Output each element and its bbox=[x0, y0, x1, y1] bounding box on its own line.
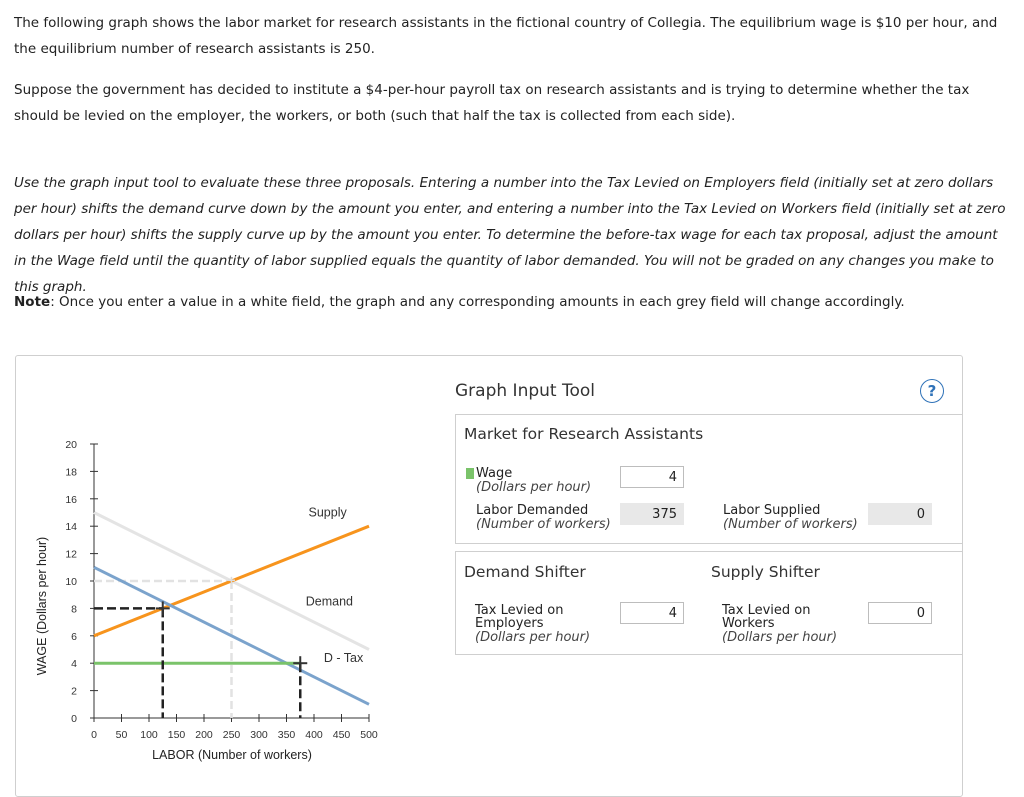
intro-paragraph-1: The following graph shows the labor market for research assistants in the fictional country of Collegia. The equilibrium wage is $10 per hour, and the equilibrium number of research assistants is 250. bbox=[14, 15, 998, 57]
labor-demanded-sub-label: (Number of workers) bbox=[476, 517, 611, 532]
y-tick-label: 10 bbox=[65, 576, 77, 588]
demand-shifter-title: Demand Shifter bbox=[464, 563, 586, 581]
market-title: Market for Research Assistants bbox=[464, 425, 704, 443]
supply-shifter-title: Supply Shifter bbox=[711, 563, 820, 581]
y-tick-label: 16 bbox=[65, 493, 77, 506]
supply-curve-label: Supply bbox=[308, 505, 347, 520]
tax-employers-label-2: Employers bbox=[475, 616, 544, 631]
intro-paragraph-2: Suppose the government has decided to institute a $4-per-hour payroll tax on research assistants and is trying to determine whether the tax should be levied on the employer, the workers, or both (such that half the tax is collected from each side). bbox=[14, 82, 970, 124]
x-tick-label: 300 bbox=[250, 729, 268, 741]
y-tick-label: 14 bbox=[65, 521, 77, 534]
x-tick-label: 500 bbox=[360, 729, 378, 741]
tax-workers-label-2: Workers bbox=[722, 616, 775, 631]
instructions-paragraph: Use the graph input tool to evaluate these three proposals. Entering a number into the Tax Levied on Employers field (initially set at zero dollars per hour) shifts the demand curve down by the amount you enter, and entering a number into the Tax Levied on Workers field (initially set at zero dollars per hour) shifts the supply curve up by the amount you enter. To determine the before-tax wage for each tax proposal, adjust the amount in the Wage field until the quantity of labor supplied equals the quantity of labor demanded. You will not be graded on any changes you make to this graph. bbox=[14, 175, 1006, 295]
tax-employers-input[interactable]: 4 bbox=[620, 602, 684, 624]
x-tick-label: 350 bbox=[277, 729, 296, 741]
y-tick-label: 0 bbox=[71, 713, 77, 725]
x-tick-label: 0 bbox=[91, 729, 97, 741]
d-tax-curve-label: D - Tax bbox=[323, 650, 364, 665]
y-tick-label: 2 bbox=[71, 685, 77, 698]
x-axis-label: LABOR (Number of workers) bbox=[152, 748, 312, 762]
tool-title: Graph Input Tool bbox=[455, 381, 595, 401]
x-tick-label: 250 bbox=[222, 729, 241, 741]
help-icon[interactable]: ? bbox=[920, 379, 944, 403]
tax-employers-sub-label: (Dollars per hour) bbox=[475, 630, 591, 645]
y-tick-label: 20 bbox=[65, 439, 77, 451]
graph-panel bbox=[15, 355, 963, 797]
labor-supplied-label: Labor Supplied bbox=[723, 503, 821, 518]
y-tick-label: 6 bbox=[71, 630, 77, 643]
wage-sub-label: (Dollars per hour) bbox=[476, 480, 592, 495]
note-text: : Once you enter a value in a white field, the graph and any corresponding amounts in each grey field will change accordingly. bbox=[50, 294, 905, 310]
tax-workers-label: Tax Levied on bbox=[722, 603, 811, 618]
original-equilibrium-marker: + bbox=[227, 572, 236, 588]
note-paragraph bbox=[14, 289, 1014, 315]
x-tick-label: 200 bbox=[195, 729, 213, 741]
demand-curve-label: Demand bbox=[305, 594, 353, 609]
y-tick-label: 12 bbox=[65, 548, 77, 561]
x-tick-label: 150 bbox=[167, 729, 186, 741]
x-tick-label: 50 bbox=[115, 729, 128, 741]
wage-input[interactable]: 4 bbox=[620, 466, 684, 488]
y-tick-label: 18 bbox=[65, 466, 77, 479]
tax-workers-input[interactable]: 0 bbox=[868, 602, 932, 624]
x-tick-label: 100 bbox=[140, 729, 158, 741]
y-tick-label: 4 bbox=[71, 658, 77, 671]
tax-employers-label: Tax Levied on bbox=[475, 603, 564, 618]
wage-legend-swatch bbox=[466, 468, 474, 479]
labor-market-chart[interactable] bbox=[16, 356, 456, 776]
y-tick-label: 8 bbox=[71, 603, 77, 616]
labor-demanded-label: Labor Demanded bbox=[476, 503, 589, 518]
labor-supplied-sub-label: (Number of workers) bbox=[723, 517, 858, 532]
y-axis-label: WAGE (Dollars per hour) bbox=[35, 536, 49, 676]
x-tick-label: 400 bbox=[305, 729, 323, 741]
labor-supplied-value: 0 bbox=[868, 503, 932, 525]
labor-demanded-value: 375 bbox=[620, 503, 684, 525]
tax-workers-sub-label: (Dollars per hour) bbox=[722, 630, 838, 645]
wage-label: Wage bbox=[476, 466, 513, 481]
note-label: Note bbox=[14, 294, 51, 310]
x-tick-label: 450 bbox=[332, 729, 351, 741]
